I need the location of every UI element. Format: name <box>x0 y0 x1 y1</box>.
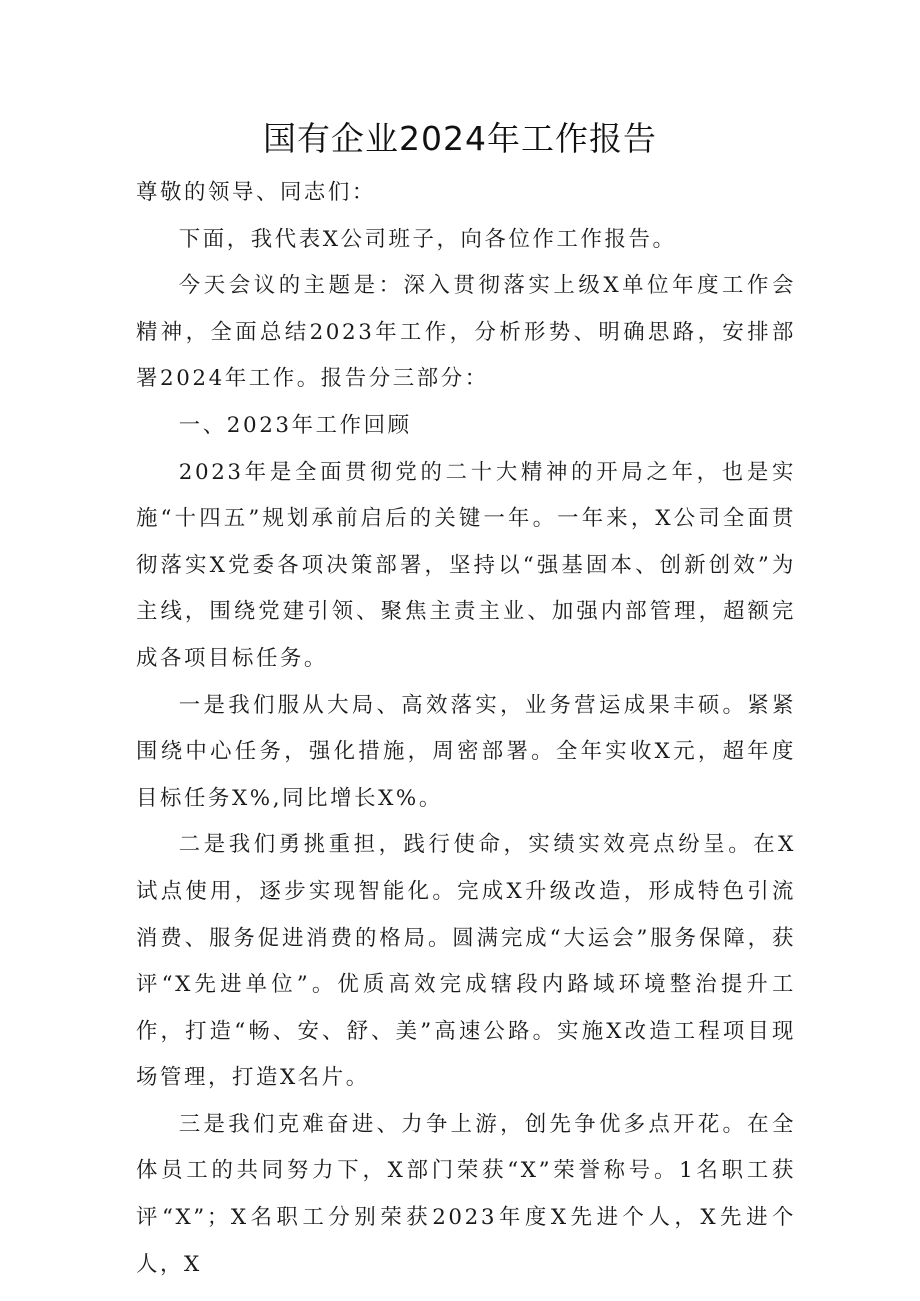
achievement-paragraph-3: 三是我们克难奋进、力争上游，创先争优多点开花。在全体员工的共同努力下，X部门荣获“X”荣誉称号。1名职工获评“X”；X名职工分别荣获2023年度X先进个人，X先进个人，X <box>136 1111 796 1277</box>
theme-paragraph: 今天会议的主题是：深入贯彻落实上级X单位年度工作会精神，全面总结2023年工作，分析形势、明确思路，安排部署2024年工作。报告分三部分： <box>136 273 796 392</box>
overview-paragraph: 2023年是全面贯彻党的二十大精神的开局之年，也是实施“十四五”规划承前启后的关键一年。一年来，X公司全面贯彻落实X党委各项决策部署，坚持以“强基固本、创新创效”为主线，围绕党建引领、聚焦主责主业、加强内部管理，超额完成各项目标任务。 <box>136 459 796 671</box>
document-title: 国有企业2024年工作报告 <box>263 119 657 158</box>
intro-paragraph: 下面，我代表X公司班子，向各位作工作报告。 <box>178 226 677 252</box>
document-body <box>136 170 796 1288</box>
achievement-paragraph-1: 一是我们服从大局、高效落实，业务营运成果丰硕。紧紧围绕中心任务，强化措施，周密部署。全年实收X元，超年度目标任务X%,同比增长X%。 <box>136 692 796 811</box>
section-heading: 一、2023年工作回顾 <box>178 412 412 438</box>
achievement-paragraph-2: 二是我们勇挑重担，践行使命，实绩实效亮点纷呈。在X试点使用，逐步实现智能化。完成X升级改造，形成特色引流消费、服务促进消费的格局。圆满完成“大运会”服务保障，获评“X先进单位”。优质高效完成辖段内路域环境整治提升工作，打造“畅、安、舒、美”高速公路。实施X改造工程项目现场管理，打造X名片。 <box>136 832 796 1091</box>
salutation: 尊敬的领导、同志们： <box>136 180 376 205</box>
